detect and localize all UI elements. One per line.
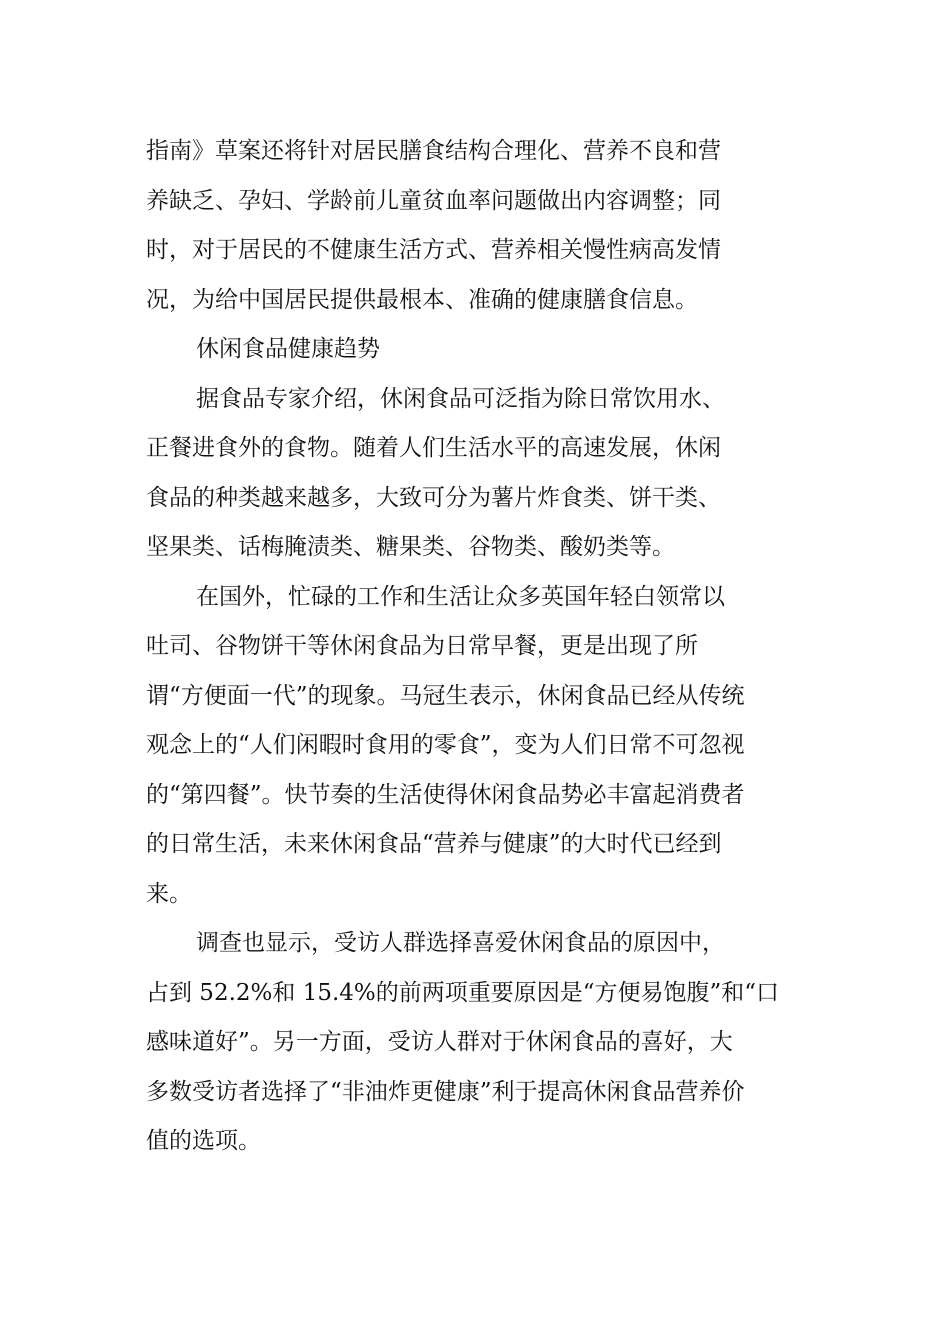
text-line: 占到 52.2%和 15.4%的前两项重要原因是“方便易饱腹”和“口 bbox=[146, 979, 780, 1006]
text-line: 坚果类、话梅腌渍类、糖果类、谷物类、酸奶类等。 bbox=[146, 534, 675, 560]
paragraph-survey bbox=[146, 919, 810, 1167]
paragraph-abroad bbox=[146, 573, 810, 920]
text-line: 多数受访者选择了“非油炸更健康”利于提高休闲食品营养价 bbox=[146, 1078, 745, 1105]
text-line: 的日常生活，未来休闲食品“营养与健康”的大时代已经到 bbox=[146, 831, 722, 857]
text-line: 据食品专家介绍，休闲食品可泛指为除日常饮用水、 bbox=[196, 385, 725, 412]
text-line: 食品的种类越来越多，大致可分为薯片炸食类、饼干类、 bbox=[146, 484, 721, 511]
text-line: 指南》草案还将针对居民膳食结构合理化、营养不良和营 bbox=[146, 138, 721, 164]
text-line: 调查也显示，受访人群选择喜爱休闲食品的原因中， bbox=[196, 930, 725, 956]
text-line: 吐司、谷物饼干等休闲食品为日常早餐，更是出现了所 bbox=[146, 633, 698, 659]
document-body bbox=[146, 127, 810, 1167]
text-line: 正餐进食外的食物。随着人们生活水平的高速发展，休闲 bbox=[146, 435, 721, 461]
text-line: 感味道好”。另一方面，受访人群对于休闲食品的喜好，大 bbox=[146, 1029, 733, 1055]
section-heading bbox=[146, 325, 810, 375]
text-line: 值的选项。 bbox=[146, 1128, 261, 1154]
paragraph-intro-continued bbox=[146, 127, 810, 325]
text-line: 况，为给中国居民提供最根本、准确的健康膳食信息。 bbox=[146, 286, 698, 313]
text-line: 时，对于居民的不健康生活方式、营养相关慢性病高发情 bbox=[146, 237, 721, 263]
text-line: 的“第四餐”。快节奏的生活使得休闲食品势必丰富起消费者 bbox=[146, 781, 745, 808]
text-line: 谓“方便面一代”的现象。马冠生表示，休闲食品已经从传统 bbox=[146, 682, 745, 709]
paragraph-definition bbox=[146, 375, 810, 573]
text-line: 来。 bbox=[146, 880, 192, 907]
text-line: 观念上的“人们闲暇时食用的零食”，变为人们日常不可忽视 bbox=[146, 732, 745, 758]
heading-text: 休闲食品健康趋势 bbox=[196, 336, 380, 362]
text-line: 养缺乏、孕妇、学龄前儿童贫血率问题做出内容调整；同 bbox=[146, 187, 721, 214]
text-line: 在国外，忙碌的工作和生活让众多英国年轻白领常以 bbox=[196, 583, 725, 610]
